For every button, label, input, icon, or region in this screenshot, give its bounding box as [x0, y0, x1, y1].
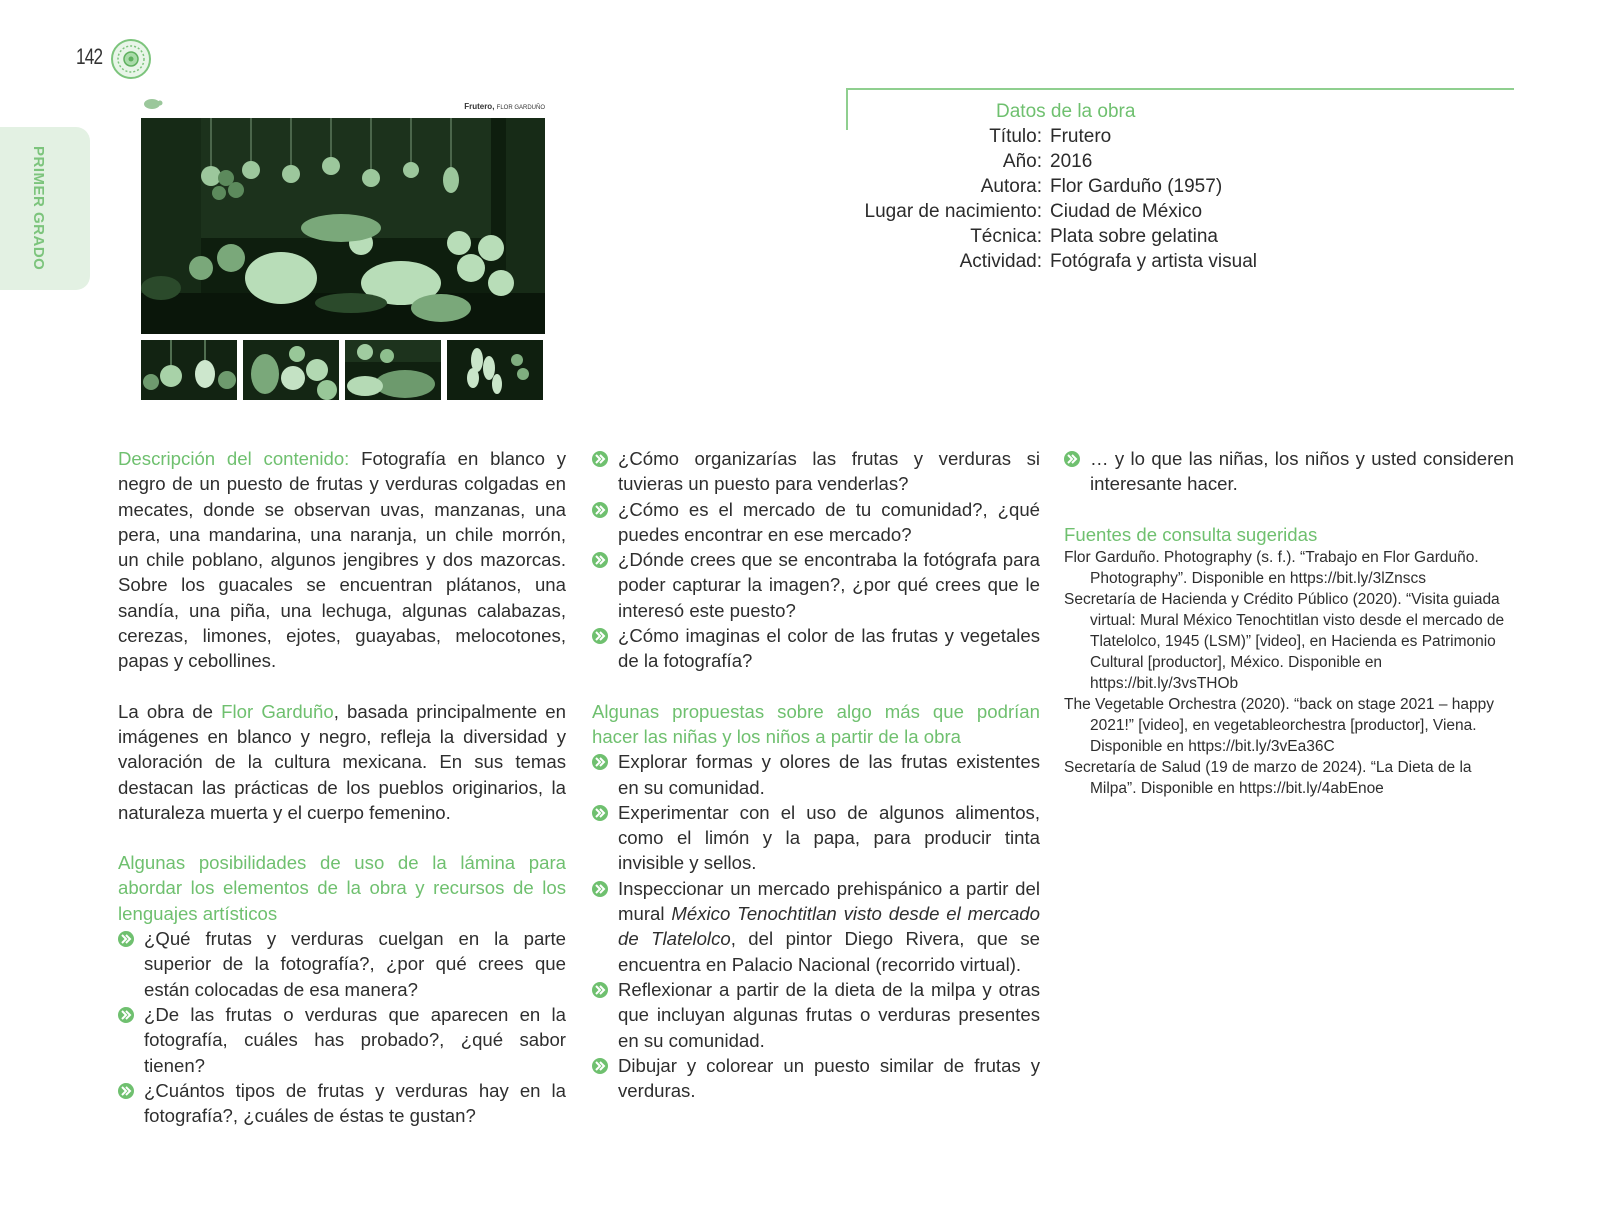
datos-title: Datos de la obra — [996, 101, 1136, 122]
double-chevron-icon — [592, 754, 608, 770]
datos-label: Título: — [989, 126, 1042, 147]
obra-text-pre: La obra de — [118, 700, 222, 722]
datos-label: Actividad: — [959, 251, 1042, 272]
datos-label: Lugar de nacimiento: — [864, 201, 1042, 222]
side-tab-label: PRIMER GRADO — [30, 146, 47, 271]
double-chevron-icon — [1064, 451, 1080, 467]
double-chevron-icon — [592, 805, 608, 821]
detail-thumbnail-2 — [243, 340, 339, 400]
propuestas-heading: Algunas propuestas sobre algo más que podrían hacer las niñas y los niños a partir de la obra — [592, 700, 1040, 747]
emblem-icon — [110, 38, 152, 80]
description-text: Fotografía en blanco y negro de un puesto de frutas y verduras colgadas en mecates, donde se observan uvas, manzanas, una pera, una mandarina, una naranja, un chile morrón, un chile poblano, algunos jengibres y dos mazorcas. Sobre los guacales se encuentran plátanos, una sandía, una piña, una lechuga, algunas calabazas, cerezas, limones, ejotes, guayabas, melocotones, papas y cebollines. — [118, 448, 566, 672]
datos-row — [846, 126, 1546, 152]
obra-text-post: , basada principalmente en imágenes en blanco y negro, refleja la diversidad y valoración de la cultura mexicana. En sus temas destacan las prácticas de los pueblos originarios, la naturaleza muerta y el cuerpo femenino. — [118, 700, 566, 823]
question-list — [592, 446, 1040, 674]
double-chevron-icon — [118, 1083, 134, 1099]
detail-thumbnail-1 — [141, 340, 237, 400]
datos-value: Plata sobre gelatina — [1050, 226, 1218, 247]
artwork-caption — [464, 102, 545, 111]
question-list — [118, 926, 566, 1128]
list-item-text: Explorar formas y olores de las frutas existentes en su comunidad. — [618, 751, 1040, 798]
datos-frame — [846, 88, 1514, 130]
datos-value: Ciudad de México — [1050, 201, 1203, 222]
list-item — [592, 547, 1040, 623]
obra-paragraph — [118, 699, 566, 825]
datos-label: Técnica: — [970, 226, 1042, 247]
list-item-text: ¿De las frutas o verduras que aparecen en la fotografía, cuáles has probado?, ¿qué sabor tienen? — [144, 1003, 566, 1076]
list-item-text: Dibujar y colorear un puesto similar de frutas y verduras. — [618, 1054, 1040, 1102]
page-number: 142 — [76, 44, 103, 69]
list-item-text: , del pintor Diego Rivera, que se encuentra en Palacio Nacional (recorrido virtual). — [618, 928, 1040, 975]
list-item-text: ¿Cómo imaginas el color de las frutas y vegetales de la fotografía? — [618, 625, 1040, 672]
datos-label: Año: — [1002, 151, 1042, 172]
list-item-text: ¿Cuántos tipos de frutas y verduras hay en la fotografía?, ¿cuáles de éstas te gustan? — [144, 1079, 566, 1127]
description-heading: Descripción del contenido: — [118, 448, 350, 469]
datos-row — [846, 201, 1546, 227]
datos-row — [846, 226, 1546, 252]
datos-value: Frutero — [1050, 126, 1112, 147]
reference-item: Secretaría de Hacienda y Crédito Público (2020). “Visita guiada virtual: Mural México Tenochtitlan visto desde el mercado de Tlatelolco, 1945 (LSM)” [video], en Hacienda es Patrimonio Cultural [productor], México. Disponible en https://bit.ly/3vsTHOb — [1064, 590, 1505, 692]
double-chevron-icon — [592, 552, 608, 568]
datos-value: 2016 — [1050, 151, 1093, 172]
fuentes-heading: Fuentes de consulta sugeridas — [1064, 523, 1318, 545]
list-item — [118, 1002, 566, 1078]
list-item — [592, 446, 1040, 497]
list-item — [592, 623, 1040, 674]
reference-item: Flor Garduño. Photography (s. f.). “Trabajo en Flor Garduño. Photography”. Disponible en https://bit.ly/3lZnscs — [1064, 548, 1479, 587]
closing-list — [1064, 446, 1514, 497]
list-item-text: Inspeccionar un mercado prehispánico a partir del mural — [618, 877, 1040, 925]
posibilidades-heading: Algunas posibilidades de uso de la lámina para abordar los elementos de la obra y recursos de los lenguajes artísticos — [118, 852, 566, 924]
list-item — [592, 1053, 1040, 1104]
detail-thumbnail-3 — [345, 340, 441, 400]
double-chevron-icon — [592, 502, 608, 518]
column-1 — [118, 446, 566, 1128]
list-item — [592, 749, 1040, 800]
datos-value: Fotógrafa y artista visual — [1050, 251, 1257, 272]
artwork-caption-author: FLOR GARDUÑO — [496, 105, 545, 111]
list-item-text: Experimentar con el uso de algunos alimentos, como el limón y la papa, para producir tinta invisible y sellos. — [618, 801, 1040, 874]
column-2 — [592, 446, 1040, 1103]
datos-row — [846, 151, 1546, 177]
list-item — [1064, 446, 1514, 497]
propuestas-list — [592, 749, 1040, 1103]
double-chevron-icon — [592, 1058, 608, 1074]
datos-value: Flor Garduño (1957) — [1050, 176, 1223, 197]
list-item-text: ¿Cómo organizarías las frutas y verduras si tuvieras un puesto para venderlas? — [618, 448, 1040, 495]
list-item — [592, 497, 1040, 548]
list-item — [592, 977, 1040, 1053]
mural-title: México Tenochtitlan visto desde el mercado de Tlatelolco — [618, 903, 1040, 950]
double-chevron-icon — [592, 628, 608, 644]
double-chevron-icon — [592, 881, 608, 897]
main-photo — [141, 118, 545, 334]
list-item — [118, 1078, 566, 1129]
datos-row — [846, 176, 1546, 202]
description-paragraph — [118, 446, 566, 674]
artwork-caption-title: Frutero, — [464, 102, 495, 111]
double-chevron-icon — [592, 982, 608, 998]
turtle-icon — [141, 96, 163, 110]
list-item-text: ¿Cómo es el mercado de tu comunidad?, ¿qué puedes encontrar en ese mercado? — [618, 498, 1040, 545]
datos-row — [846, 251, 1546, 277]
reference-list — [1064, 547, 1514, 799]
list-item-text: … y lo que las niñas, los niños y usted consideren interesante hacer. — [1090, 448, 1514, 495]
list-item — [592, 800, 1040, 876]
double-chevron-icon — [118, 931, 134, 947]
list-item-text: Reflexionar a partir de la dieta de la milpa y otras que incluyan algunas frutas o verduras presentes en su comunidad. — [618, 978, 1040, 1051]
reference-item: The Vegetable Orchestra (2020). “back on stage 2021 – happy 2021!” [video], en vegetableorchestra [productor], Viena. Disponible en https://bit.ly/3vEa36C — [1064, 695, 1494, 755]
list-item-text: ¿Dónde crees que se encontraba la fotógrafa para poder capturar la imagen?, ¿por qué crees que le interesó este puesto? — [618, 549, 1040, 621]
list-item — [592, 876, 1040, 977]
datos-label: Autora: — [980, 176, 1042, 197]
list-item — [118, 926, 566, 1002]
reference-item: Secretaría de Salud (19 de marzo de 2024). “La Dieta de la Milpa”. Disponible en https://bit.ly/4abEnoe — [1064, 758, 1472, 797]
column-3 — [1064, 446, 1514, 799]
list-item-text: ¿Qué frutas y verduras cuelgan en la parte superior de la fotografía?, ¿por qué crees que están colocadas de esa manera? — [144, 928, 566, 1000]
artist-name: Flor Garduño — [221, 700, 334, 722]
double-chevron-icon — [592, 451, 608, 467]
detail-thumbnail-4 — [447, 340, 543, 400]
double-chevron-icon — [118, 1007, 134, 1023]
